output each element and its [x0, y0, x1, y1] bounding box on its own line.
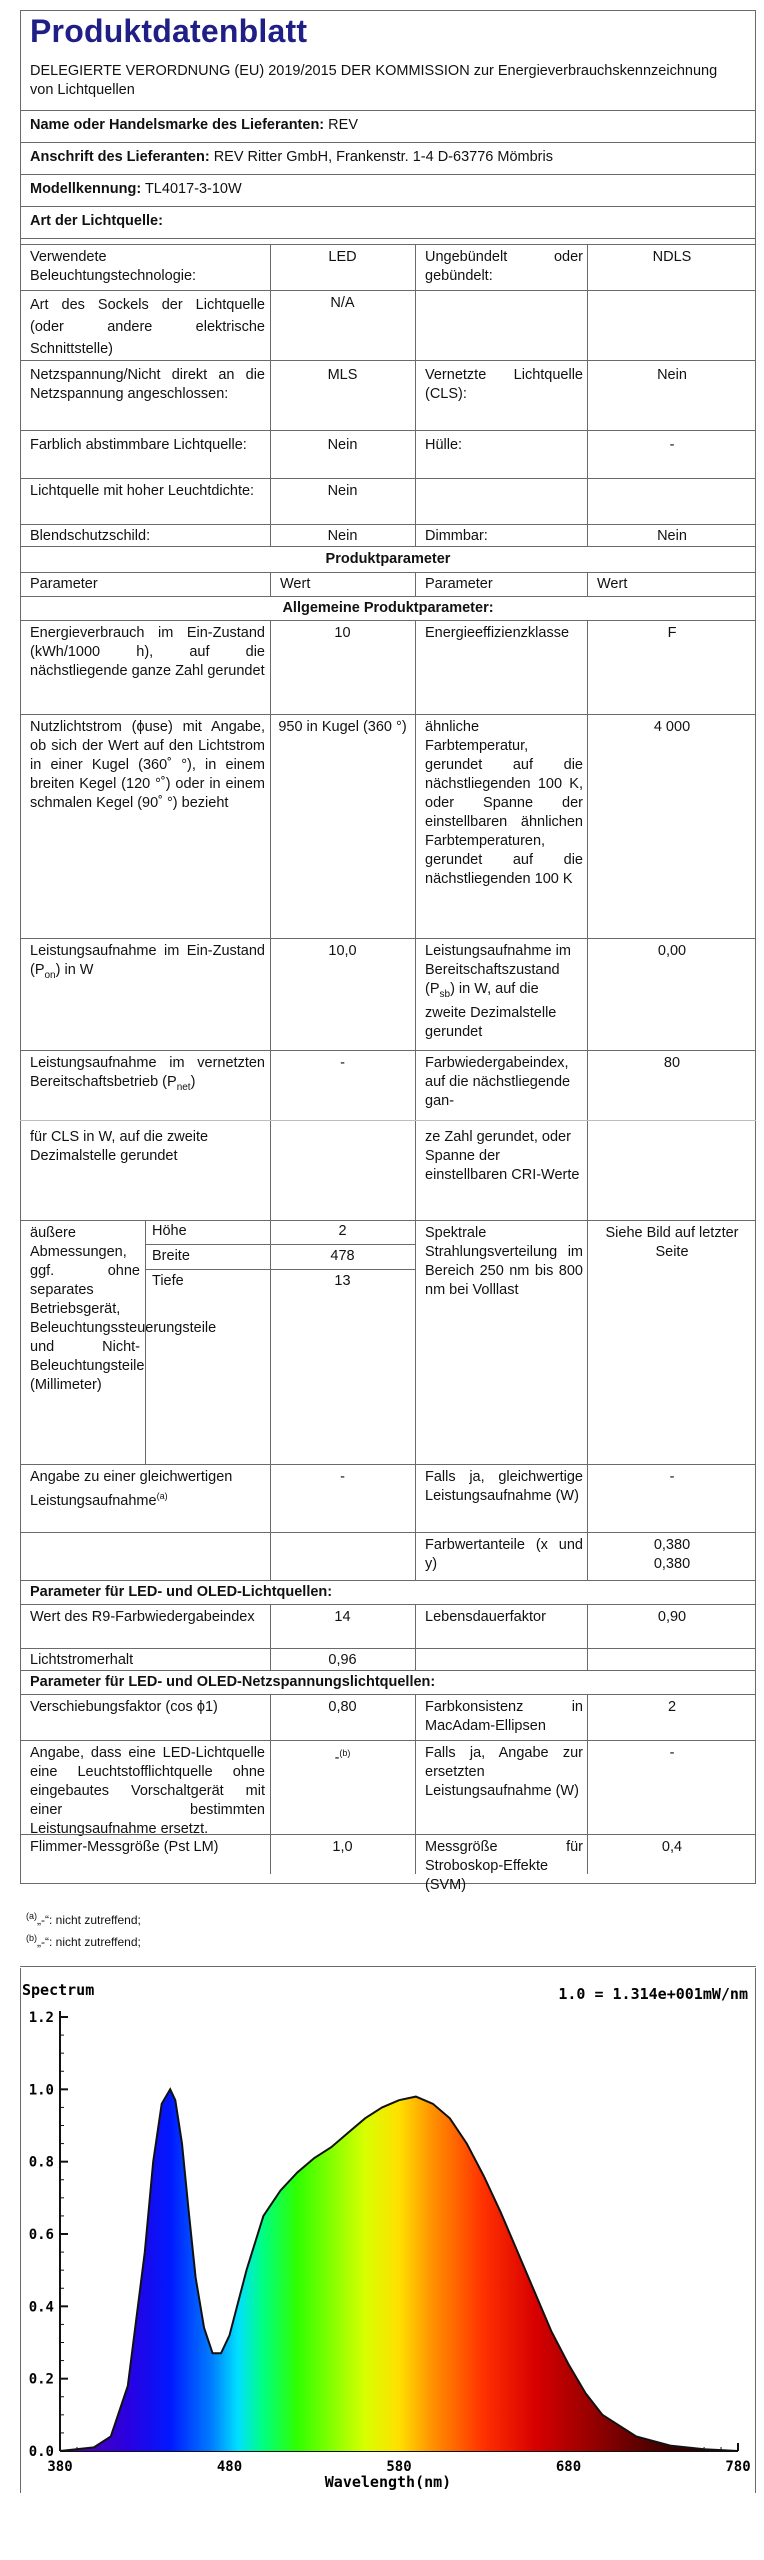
- survival-factor-value: 0,90: [657, 1609, 687, 1625]
- y-tick-label: 1.0: [28, 2082, 54, 2099]
- r9-label: Wert des R9-Farbwiedergabeindex: [30, 1609, 255, 1625]
- supplier-address-row: [30, 148, 553, 167]
- y-tick-label: 1.2: [28, 2010, 54, 2026]
- model-label: Modellkennung:: [30, 181, 142, 197]
- energy-consumption-value: 10: [334, 625, 351, 641]
- col-value-2: Wert: [597, 576, 628, 592]
- standby-power-label: Leistungsaufnahme im Bereitschaftszustand $(P_{sb})$ in W, auf die zweite Dezimalstelle gerundet: [425, 943, 571, 1040]
- y-tick-label: 0.4: [28, 2299, 54, 2316]
- chromaticity-y-value: 0,380: [653, 1556, 691, 1572]
- model-row: [30, 180, 242, 199]
- replacement-w-label: Falls ja, Angabe zur ersetzten Leistungsaufnahme (W): [425, 1745, 583, 1799]
- directional-value: NDLS: [652, 249, 692, 265]
- supplier-name-row: [30, 116, 358, 135]
- spectral-distribution-label: Spektrale Strahlungsverteilung im Bereich 250 nm bis 800 nm bei Volllast: [425, 1225, 583, 1298]
- mains-value: MLS: [327, 367, 358, 383]
- dimmable-label: Dimmbar:: [425, 528, 488, 544]
- dim-width-label: Breite: [152, 1248, 190, 1264]
- networked-standby-power-value: -: [340, 1055, 345, 1071]
- x-tick-label: 480: [216, 2459, 243, 2475]
- cct-value: 4 000: [653, 719, 691, 735]
- spectrum-chart: [18, 1975, 760, 2495]
- y-tick-label: 0.6: [28, 2227, 54, 2243]
- displacement-factor-value: 0,80: [328, 1699, 357, 1715]
- chromaticity-label: Farbwertanteile (x und y): [425, 1537, 583, 1572]
- equivalent-power-w-value: -: [669, 1469, 675, 1485]
- svm-label: Messgröße für Stroboskop-Effekte (SVM): [425, 1839, 583, 1893]
- dim-depth-value: 13: [334, 1273, 351, 1289]
- lumen-maintenance-value: 0,96: [328, 1652, 357, 1668]
- energy-class-label: Energieeffizienzklasse: [425, 625, 570, 641]
- survival-factor-label: Lebensdauerfaktor: [425, 1609, 546, 1625]
- dim-height-value: 2: [338, 1223, 347, 1239]
- footnote-b: $^{(b)}$„-“: nicht zutreffend;: [26, 1933, 141, 1949]
- anti-glare-label: Blendschutzschild:: [30, 528, 151, 544]
- dim-width-value: 478: [330, 1248, 355, 1264]
- equivalent-power-w-label: Falls ja, gleichwertige Leistungsaufnahme (W): [425, 1469, 583, 1504]
- svm-value: 0,4: [661, 1839, 683, 1855]
- page-title: Produktdatenblatt: [30, 13, 308, 49]
- supplier-name-value: REV: [328, 117, 358, 133]
- general-parameters-heading: Allgemeine Produktparameter:: [282, 600, 494, 616]
- dim-height-label: Höhe: [152, 1223, 187, 1239]
- macadam-value: 2: [667, 1699, 677, 1715]
- energy-class-value: F: [667, 625, 677, 641]
- tunable-label: Farblich abstimmbare Lichtquelle:: [30, 437, 247, 453]
- r9-value: 14: [334, 1609, 351, 1625]
- cap-type-value: N/A: [330, 295, 355, 311]
- macadam-label: Farbkonsistenz in MacAdam-Ellipsen: [425, 1699, 583, 1734]
- directional-label: Ungebündelt oder gebündelt:: [425, 249, 583, 284]
- y-tick-label: 0.8: [28, 2154, 54, 2171]
- tunable-value: Nein: [327, 437, 358, 453]
- cri-label-bottom: ze Zahl gerundet, oder Spanne der einstellbaren CRI-Werte: [425, 1129, 580, 1183]
- standby-power-value: 0,00: [657, 943, 687, 959]
- high-luminance-label: Lichtquelle mit hoher Leuchtdichte:: [30, 483, 255, 499]
- lightsource-heading: Art der Lichtquelle:: [30, 213, 163, 229]
- cri-label-top: Farbwiedergabeindex, auf die nächstliegende gan-: [425, 1055, 571, 1109]
- model-value: TL4017-3-10W: [144, 181, 242, 197]
- mains-parameters-heading: Parameter für LED- und OLED-Netzspannungslichtquellen:: [30, 1674, 436, 1690]
- chart-scale-note: 1.0 = 1.314e+001mW/nm: [558, 1985, 748, 2003]
- cap-type-label: Art des Sockels der Lichtquelle (oder andere elektrische Schnittstelle): [30, 297, 265, 357]
- y-tick-label: 0.0: [28, 2444, 54, 2460]
- envelope-label: Hülle:: [425, 437, 463, 453]
- x-tick-label: 780: [725, 2459, 751, 2475]
- luminous-flux-value: 950 in Kugel (360 °): [278, 719, 407, 735]
- col-parameter-2: Parameter: [425, 576, 493, 592]
- high-luminance-value: Nein: [327, 483, 358, 499]
- col-value-1: Wert: [280, 576, 311, 592]
- replacement-value: -$^{(b)}$: [334, 1748, 351, 1766]
- replacement-w-value: -: [669, 1745, 675, 1761]
- luminous-flux-label: Nutzlichtstrom (ϕuse) mit Angabe, ob sich der Wert auf den Lichtstrom in einer Kugel (360˚ °), in einem breiten Kegel (120 °˚) oder in einem schmalen Kegel (90˚ °) bezieht: [30, 719, 265, 811]
- replacement-label: Angabe, dass eine LED-Lichtquelle eine Leuchtstofflichtquelle ohne eingebautes Vorschaltgerät mit einer bestimmten Leistungsaufnahme ersetzt.: [30, 1745, 265, 1837]
- cri-value: 80: [663, 1055, 681, 1071]
- envelope-value: -: [669, 437, 675, 453]
- y-tick-label: 0.2: [28, 2371, 54, 2388]
- dimensions-label: äußere Abmessungen, ggf. ohne separates Betriebsgerät, Beleuchtungssteuerungsteile und Nicht-Beleuchtungsteile (Millimeter): [30, 1225, 217, 1393]
- chart-title: Spectrum: [22, 1981, 95, 1999]
- mains-label: Netzspannung/Nicht direkt an die Netzspannung angeschlossen:: [30, 367, 265, 402]
- chart-x-label: Wavelength(nm): [324, 2473, 452, 2491]
- flicker-value: 1,0: [332, 1839, 353, 1855]
- flicker-label: Flimmer-Messgröße (Pst LM): [30, 1839, 219, 1855]
- supplier-name-label: Name oder Handelsmarke des Lieferanten:: [30, 117, 325, 133]
- cct-label: ähnliche Farbtemperatur, gerundet auf die nächstliegenden 100 K, oder Spanne der einstellbaren ähnlichen Farbtemperaturen, gerundet auf die nächstliegenden 100 K: [425, 719, 583, 887]
- lighting-technology-value: LED: [328, 249, 357, 265]
- dimmable-value: Nein: [657, 528, 687, 544]
- equivalent-power-label: Angabe zu einer gleichwertigen Leistungsaufnahme$^{(a)}$: [30, 1469, 233, 1509]
- on-mode-power-label: Leistungsaufnahme im Ein-Zustand $(P_{on})$ in W: [30, 943, 265, 981]
- networked-standby-power-label-cont: für CLS in W, auf die zweite Dezimalstelle gerundet: [30, 1129, 209, 1164]
- x-tick-label: 380: [47, 2459, 73, 2475]
- chromaticity-x-value: 0,380: [653, 1537, 691, 1553]
- on-mode-power-value: 10,0: [328, 943, 357, 959]
- cls-label: Vernetzte Lichtquelle (CLS):: [425, 367, 583, 402]
- supplier-address-value: REV Ritter GmbH, Frankenstr. 1-4 D-63776 Mömbris: [213, 149, 553, 165]
- x-tick-label: 680: [555, 2459, 582, 2475]
- cls-value: Nein: [657, 367, 687, 383]
- anti-glare-value: Nein: [327, 528, 358, 544]
- supplier-address-label: Anschrift des Lieferanten:: [30, 149, 210, 165]
- equivalent-power-value: -: [340, 1469, 345, 1485]
- lumen-maintenance-label: Lichtstromerhalt: [30, 1652, 134, 1668]
- col-parameter-1: Parameter: [30, 576, 98, 592]
- displacement-factor-label: Verschiebungsfaktor (cos ϕ1): [30, 1699, 218, 1715]
- spectral-distribution-value: Siehe Bild auf letzter Seite: [605, 1225, 739, 1260]
- led-parameters-heading: Parameter für LED- und OLED-Lichtquellen:: [30, 1584, 333, 1600]
- spectrum-fill: [60, 2089, 738, 2451]
- dim-depth-label: Tiefe: [152, 1273, 184, 1289]
- networked-standby-power-label: Leistungsaufnahme im vernetzten Bereitschaftsbetrieb $(P_{net})$: [30, 1055, 265, 1093]
- lighting-technology-label: Verwendete Beleuchtungstechnologie:: [30, 249, 197, 284]
- x-tick-label: 580: [386, 2459, 412, 2475]
- energy-consumption-label: Energieverbrauch im Ein-Zustand (kWh/1000 h), auf die nächstliegende ganze Zahl gerundet: [30, 625, 265, 679]
- regulation-text: DELEGIERTE VERORDNUNG (EU) 2019/2015 DER KOMMISSION zur Energieverbrauchskennzeichnung von Lichtquellen: [30, 63, 718, 98]
- product-parameters-heading: Produktparameter: [325, 551, 451, 567]
- footnote-a: $^{(a)}$„-“: nicht zutreffend;: [26, 1911, 141, 1927]
